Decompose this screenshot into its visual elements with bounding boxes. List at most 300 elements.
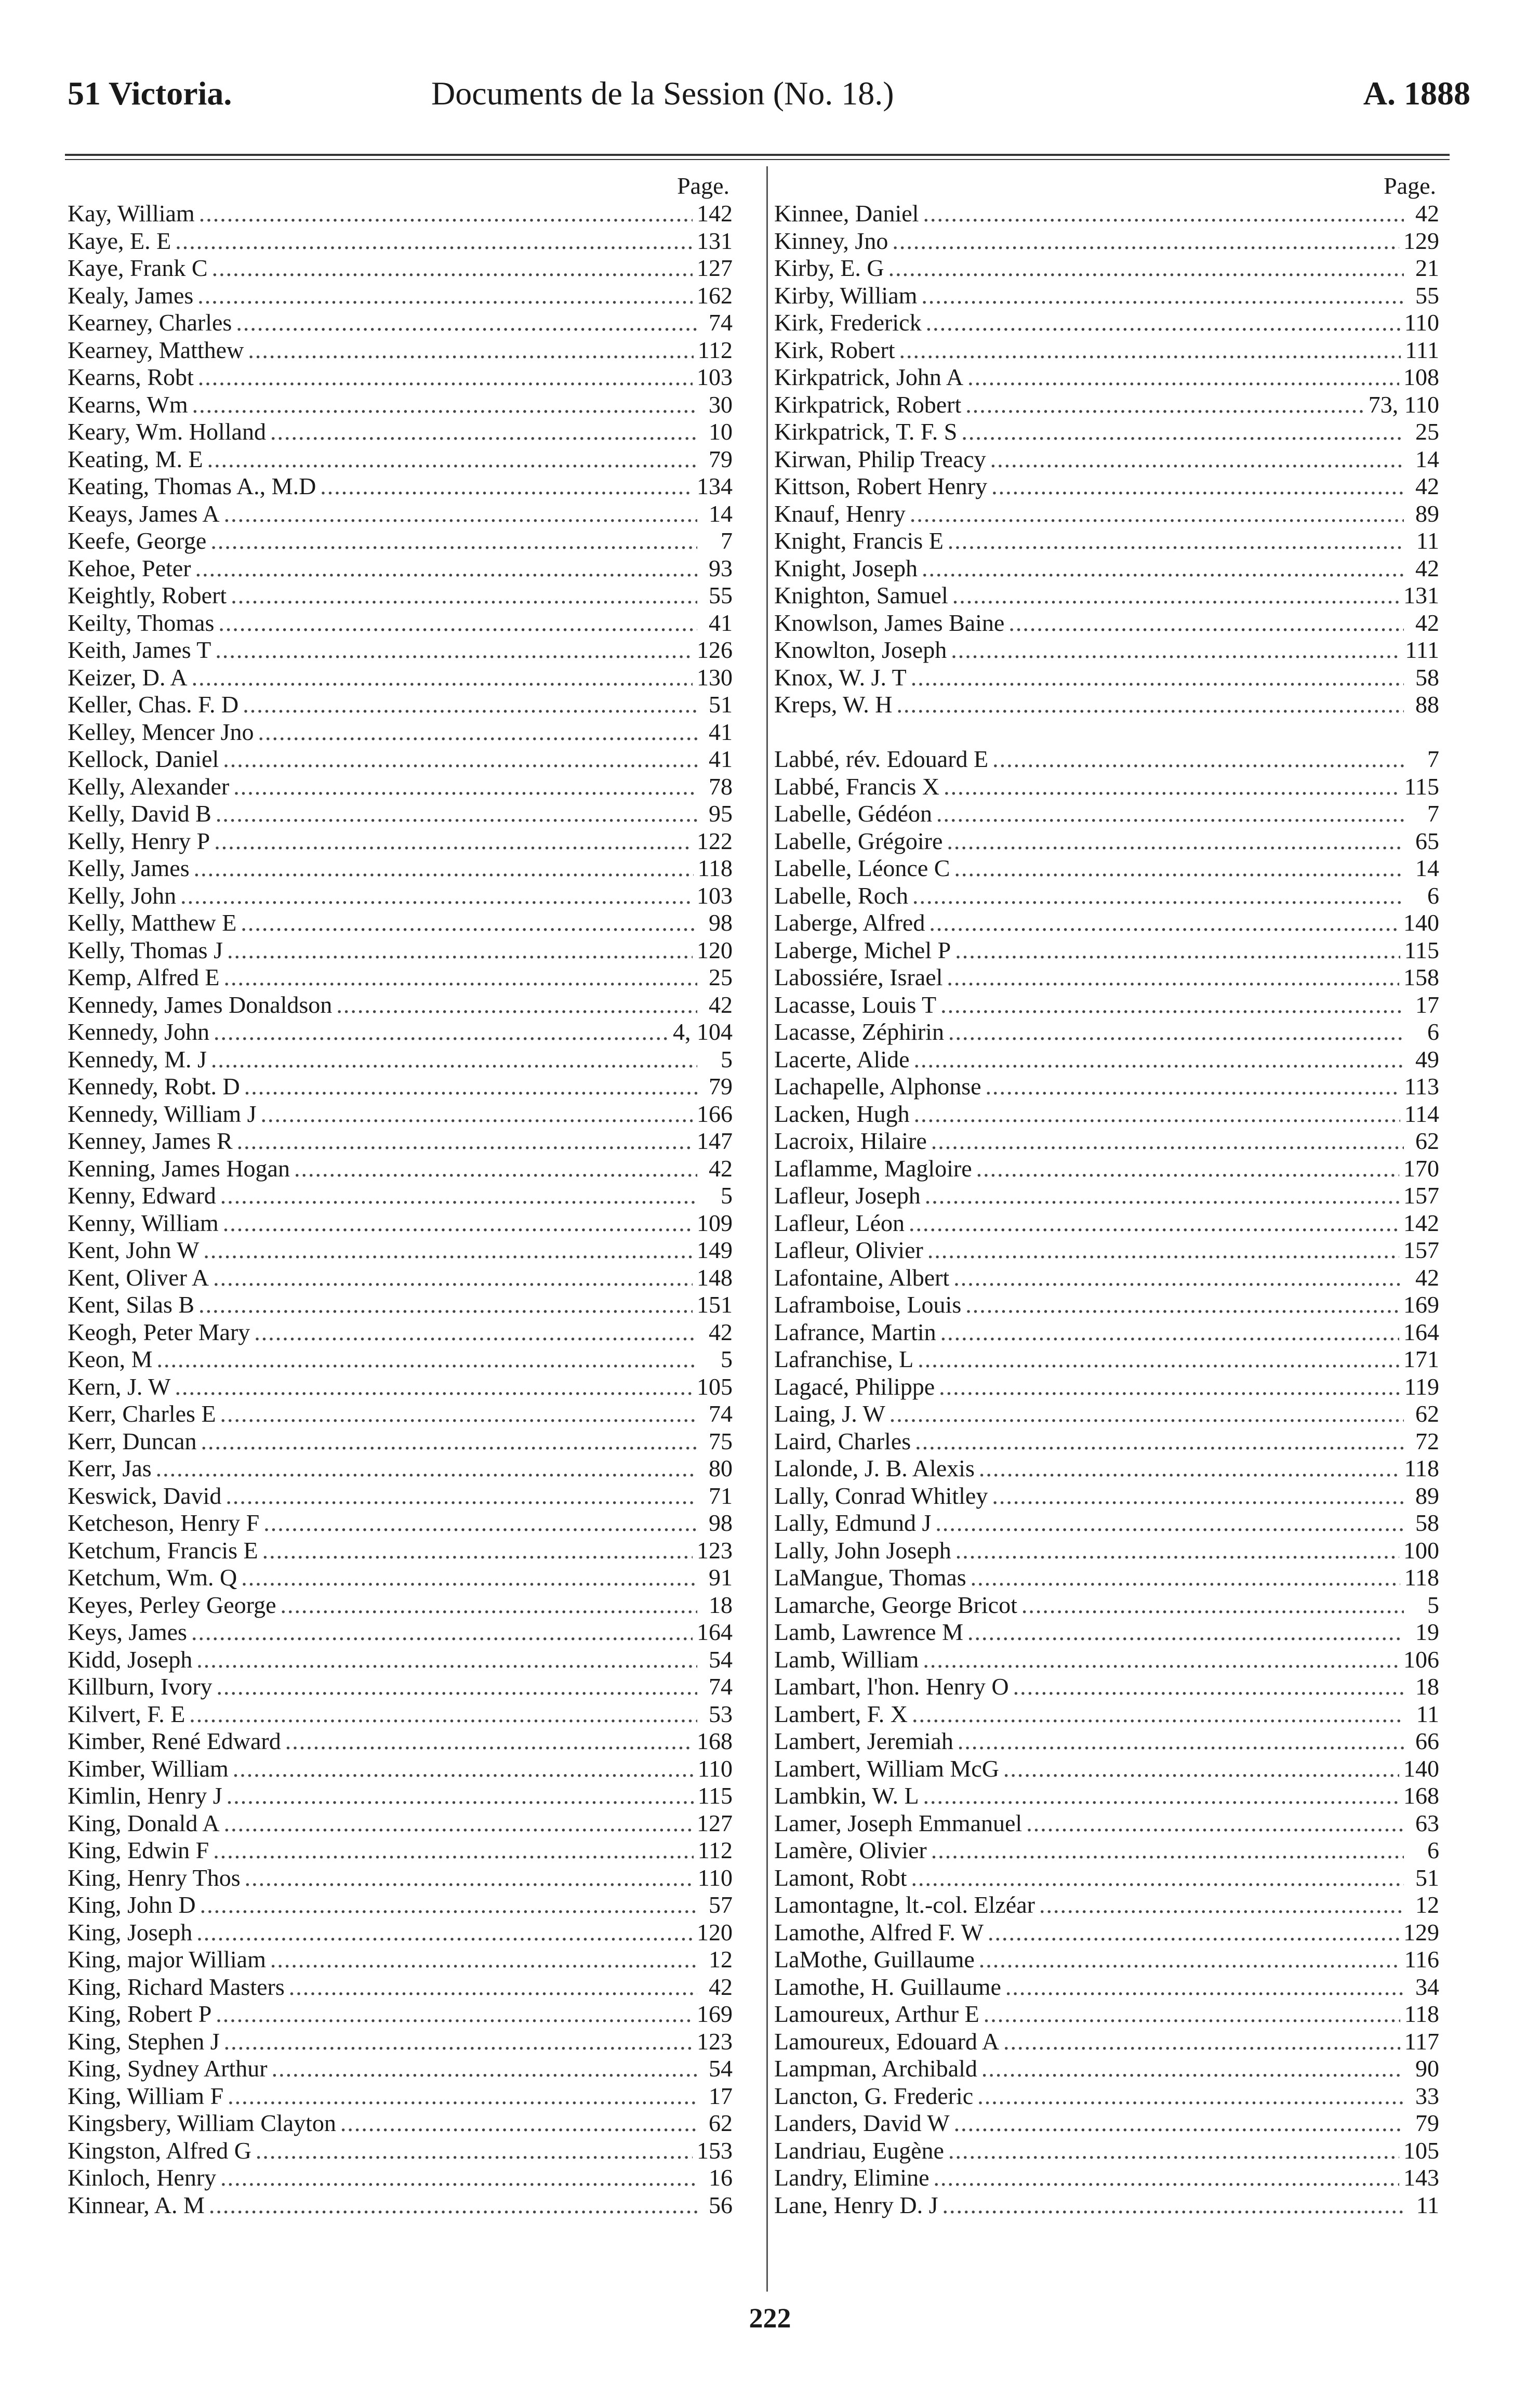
leader-dots [201,1428,698,1455]
index-entry [68,1428,733,1455]
entry-page: 112 [697,1837,733,1863]
entry-page: 131 [1403,582,1439,608]
entry-name: Kinnear, A. M [68,2191,205,2218]
entry-name: Keilty, Thomas [68,609,215,636]
entry-name: Kelly, John [68,882,177,909]
entry-page: 17 [709,2082,733,2109]
entry-name: Lampman, Archibald [774,2055,977,2082]
leader-dots [203,1237,693,1264]
leader-dots [175,1373,693,1401]
leader-dots [156,1455,697,1483]
index-entry [774,1537,1439,1565]
entry-name: Kennedy, John [68,1018,209,1045]
index-entry [68,1373,733,1401]
entry-name: Kelly, David B [68,800,211,827]
entry-page: 129 [1403,1918,1439,1946]
entry-name: Lambert, Jeremiah [774,1728,953,1754]
index-entry [774,1264,1439,1292]
leader-dots [256,2137,693,2165]
entry-page: 71 [709,1482,733,1509]
entry-name: Lane, Henry D. J [774,2191,938,2218]
index-entry [774,1483,1439,1510]
leader-dots [914,1101,1400,1128]
entry-page: 4, 104 [673,1018,733,1045]
entry-page: 115 [697,1782,733,1809]
leader-dots [923,200,1404,228]
entry-name: Kimber, René Edward [68,1728,281,1754]
leader-dots [197,282,693,310]
index-entry [774,1291,1439,1319]
entry-name: Kennedy, William J [68,1100,257,1127]
section-gap [774,719,1439,746]
entry-page: 51 [709,691,733,718]
leader-dots [340,2110,697,2137]
index-entry [774,1400,1439,1428]
index-entry [774,364,1439,391]
entry-page: 169 [697,2001,733,2027]
entry-name: Laing, J. W [774,1400,885,1427]
leader-dots [210,527,697,555]
leader-dots [965,391,1364,419]
index-entry [774,418,1439,446]
entry-name: Lafontaine, Albert [774,1264,950,1291]
entry-name: Kelly, Henry P [68,827,210,854]
index-entry [774,1619,1439,1646]
entry-name: Kittson, Robert Henry [774,473,988,499]
index-entry [774,582,1439,610]
entry-page: 62 [709,2110,733,2136]
entry-name: Kerr, Jas [68,1455,152,1481]
entry-page: 18 [709,1591,733,1618]
leader-dots [953,1264,1404,1292]
entry-page: 109 [697,1209,733,1236]
leader-dots [967,1619,1404,1646]
entry-page: 110 [697,1864,733,1891]
entry-page: 123 [697,1537,733,1564]
entry-page: 5 [721,1346,733,1372]
entry-page: 42 [709,1318,733,1345]
entry-page: 5 [721,1182,733,1209]
entry-name: Kent, John W [68,1237,200,1263]
index-entry [68,1128,733,1155]
index-entry [68,1101,733,1128]
entry-page: 103 [697,882,733,909]
entry-page: 126 [697,637,733,663]
entry-page: 140 [1403,909,1439,936]
entry-page: 115 [1404,936,1439,963]
entry-name: Kingsbery, William Clayton [68,2110,336,2136]
entry-name: Killburn, Ivory [68,1673,213,1700]
index-entry [774,2164,1439,2192]
entry-name: Kirkpatrick, Robert [774,391,962,418]
index-entry [68,1455,733,1483]
entry-page: 168 [697,1728,733,1754]
entry-page: 119 [1404,1373,1439,1400]
index-entry [774,1646,1439,1674]
leader-dots [927,1237,1399,1264]
index-entry [68,882,733,910]
index-entry [774,800,1439,828]
index-entry [774,1373,1439,1401]
leader-dots [910,500,1404,528]
entry-name: Kreps, W. H [774,691,893,718]
entry-name: Kenny, William [68,1209,219,1236]
entry-page: 72 [1415,1427,1439,1454]
leader-dots [1021,1592,1404,1619]
leader-dots [225,1483,697,1510]
leader-dots [1039,1891,1404,1919]
entry-name: Kellock, Daniel [68,746,219,772]
index-entry [774,446,1439,473]
index-entry [68,1510,733,1537]
entry-name: Knauf, Henry [774,500,906,527]
index-entry [68,1782,733,1810]
leader-dots [929,909,1399,937]
index-entry [68,691,733,719]
index-entry [68,610,733,637]
entry-page: 148 [697,1264,733,1291]
entry-name: Lacasse, Zéphirin [774,1018,944,1045]
leader-dots [241,1564,697,1592]
leader-dots [227,937,693,964]
index-entry [68,1346,733,1373]
leader-dots [220,1400,697,1428]
entry-page: 110 [1404,309,1439,336]
index-entry [68,1400,733,1428]
entry-page: 171 [1403,1346,1439,1372]
entry-name: King, Joseph [68,1918,193,1946]
index-entry [774,1101,1439,1128]
leader-dots [294,1155,697,1183]
entry-name: Lafleur, Olivier [774,1237,923,1263]
leader-dots [944,773,1400,801]
entry-name: Lamothe, H. Guillaume [774,1973,1001,2000]
entry-name: Labossiére, Israel [774,964,943,990]
entry-page: 123 [697,2028,733,2055]
leader-dots [218,610,697,637]
right-l-entry-list [774,746,1439,2219]
entry-name: Keith, James T [68,637,211,663]
leader-dots [986,1073,1400,1101]
header-rule-top [65,154,1450,156]
header-rule-bottom [65,159,1450,160]
index-entry [68,664,733,692]
index-entry [774,855,1439,882]
index-entry [774,391,1439,419]
entry-name: Lambart, l'hon. Henry O [774,1673,1009,1700]
leader-dots [215,637,693,664]
entry-name: Lally, Conrad Whitley [774,1482,988,1509]
entry-name: Kern, J. W [68,1373,171,1400]
entry-name: Kirby, William [774,282,918,309]
entry-page: 147 [697,1128,733,1154]
entry-name: Lafleur, Joseph [774,1182,921,1209]
index-entry [68,2083,733,2110]
index-entry [68,1619,733,1646]
entry-name: Kearney, Charles [68,309,232,336]
entry-page: 134 [697,473,733,499]
leader-dots [992,1483,1404,1510]
entry-name: Keys, James [68,1619,187,1645]
entry-name: Kelly, Thomas J [68,936,223,963]
entry-name: Lafleur, Léon [774,1209,905,1236]
entry-page: 54 [709,1646,733,1673]
leader-dots [224,2028,693,2056]
index-entry [774,2137,1439,2165]
entry-name: Kelly, James [68,855,190,881]
entry-page: 30 [709,391,733,418]
right-k-entry-list [774,200,1439,719]
entry-name: Laird, Charles [774,1427,911,1454]
index-entry [774,691,1439,719]
entry-page: 112 [697,336,733,363]
index-entry [774,991,1439,1019]
leader-dots [977,2083,1404,2110]
entry-page: 57 [709,1891,733,1918]
leader-dots [244,1073,697,1101]
index-entry [68,909,733,937]
entry-page: 62 [1415,1400,1439,1427]
leader-dots [990,446,1404,473]
index-entry [774,1428,1439,1455]
index-entry [68,364,733,391]
entry-name: Keller, Chas. F. D [68,691,239,718]
leader-dots [899,337,1401,364]
entry-name: Knighton, Samuel [774,582,948,608]
entry-page: 127 [697,255,733,281]
index-entry [774,2110,1439,2137]
index-entry [774,1237,1439,1264]
entry-page: 95 [709,800,733,827]
page-column-label: Page. [677,173,729,199]
entry-page: 42 [709,1155,733,1182]
entry-name: Laframboise, Louis [774,1291,962,1318]
entry-name: King, Robert P [68,2001,212,2027]
entry-name: Ketcheson, Henry F [68,1510,260,1536]
header-volume: 51 Victoria. [68,75,232,112]
leader-dots [911,1864,1404,1892]
index-entry [68,1483,733,1510]
index-entry [774,500,1439,528]
entry-name: Lacasse, Louis T [774,991,937,1018]
entry-page: 111 [1405,637,1439,663]
entry-name: Kearns, Robt [68,364,194,390]
leader-dots [922,555,1404,583]
entry-name: Kennedy, James Donaldson [68,991,333,1018]
header-year: A. 1888 [1363,75,1470,112]
leader-dots [196,1919,693,1947]
index-entry [774,1319,1439,1346]
index-entry [68,1182,733,1210]
leader-dots [965,1291,1399,1319]
leader-dots [198,1291,693,1319]
entry-name: Lamoureux, Arthur E [774,2001,979,2027]
entry-page: 122 [697,827,733,854]
leader-dots [214,1018,669,1046]
entry-name: Lambkin, W. L [774,1782,919,1809]
entry-name: Kinloch, Henry [68,2164,217,2191]
leader-dots [958,1728,1404,1755]
leader-dots [947,964,1399,991]
entry-name: Lalonde, J. B. Alexis [774,1455,975,1481]
entry-page: 25 [709,964,733,990]
leader-dots [213,1264,693,1292]
index-entry [774,637,1439,664]
entry-name: Lally, Edmund J [774,1510,932,1536]
index-entry [68,1564,733,1592]
leader-dots [200,1891,697,1919]
leader-dots [191,1619,693,1646]
entry-name: Kirk, Robert [774,336,895,363]
leader-dots [1013,1673,1404,1701]
index-entry [774,1755,1439,1783]
entry-name: Kenny, Edward [68,1182,216,1209]
entry-page: 98 [709,1510,733,1536]
leader-dots [192,664,693,692]
leader-dots [270,418,697,446]
entry-page: 41 [709,746,733,772]
entry-page: 118 [1404,1564,1439,1591]
leader-dots [952,582,1399,610]
leader-dots [1026,1810,1404,1837]
leader-dots [923,1782,1399,1810]
index-entry [774,828,1439,855]
leader-dots [892,228,1399,255]
entry-name: Kelly, Matthew E [68,909,237,936]
leader-dots [233,1755,694,1783]
index-entry [774,1864,1439,1892]
leader-dots [912,1701,1404,1728]
entry-name: Kerr, Duncan [68,1427,197,1454]
index-entry [774,1728,1439,1755]
leader-dots [243,691,697,719]
entry-name: Lambert, William McG [774,1755,999,1782]
entry-name: Ketchum, Wm. Q [68,1564,237,1591]
index-entry [774,200,1439,228]
leader-dots [1003,1755,1399,1783]
index-entry [774,282,1439,310]
entry-page: 118 [1404,1455,1439,1481]
entry-name: Lamer, Joseph Emmanuel [774,1809,1023,1836]
leader-dots [951,637,1401,664]
entry-name: Kearney, Matthew [68,336,244,363]
leader-dots [217,1673,697,1701]
entry-name: Knight, Francis E [774,527,944,554]
entry-page: 100 [1403,1537,1439,1564]
entry-name: Kealy, James [68,282,194,309]
entry-page: 54 [709,2055,733,2082]
leader-dots [220,1182,697,1210]
leader-dots [212,255,693,282]
leader-dots [942,2192,1404,2219]
index-entry [774,1455,1439,1483]
entry-name: Lally, John Joseph [774,1537,951,1564]
index-entry [68,719,733,746]
leader-dots [912,882,1404,910]
entry-name: Lamont, Robt [774,1864,907,1891]
entry-name: Kimber, William [68,1755,229,1782]
entry-page: 110 [697,1755,733,1782]
entry-page: 53 [709,1700,733,1727]
leader-dots [192,391,697,419]
entry-page: 66 [1415,1728,1439,1754]
leader-dots [175,228,693,255]
leader-dots [209,2192,697,2219]
entry-name: Kaye, E. E [68,227,171,254]
entry-name: Kinney, Jno [774,227,888,254]
leader-dots [914,1046,1404,1074]
entry-page: 93 [709,554,733,581]
entry-page: 157 [1403,1237,1439,1263]
index-entry [774,1974,1439,2001]
index-entry [68,637,733,664]
index-column-left [68,171,733,2219]
index-entry [68,1755,733,1783]
entry-name: Keating, Thomas A., M.D [68,473,316,499]
entry-page: 11 [1416,2191,1439,2218]
index-entry [774,746,1439,773]
leader-dots [262,1537,693,1565]
leader-dots [195,555,697,583]
leader-dots [263,1510,697,1537]
index-entry [774,1701,1439,1728]
entry-page: 73, 110 [1368,391,1439,418]
entry-name: Lacerte, Alide [774,1046,910,1073]
leader-dots [979,1946,1400,1974]
index-entry [68,473,733,500]
index-entry [774,1018,1439,1046]
left-entry-list [68,200,733,2219]
entry-name: King, Donald A [68,1809,220,1836]
index-entry [774,1810,1439,1837]
leader-dots [909,1210,1399,1237]
entry-page: 89 [1415,500,1439,527]
entry-page: 75 [709,1427,733,1454]
index-entry [68,1810,733,1837]
entry-page: 16 [709,2164,733,2191]
leader-dots [224,500,697,528]
entry-name: Landers, David W [774,2110,950,2136]
entry-name: Keizer, D. A [68,664,188,691]
entry-page: 162 [697,282,733,309]
index-entry [774,1210,1439,1237]
index-entry [774,1837,1439,1864]
leader-dots [272,2055,697,2083]
index-entry [68,555,733,583]
page-column-label: Page. [1384,173,1436,199]
entry-name: Kenney, James R [68,1128,233,1154]
entry-name: Kennedy, M. J [68,1046,207,1073]
index-entry [774,1046,1439,1074]
entry-name: King, John D [68,1891,196,1918]
entry-page: 111 [1405,336,1439,363]
leader-dots [948,527,1404,555]
leader-dots [911,664,1404,692]
index-entry [774,1073,1439,1101]
entry-name: LaMothe, Guillaume [774,1946,975,1973]
entry-name: Labelle, Grégoire [774,827,943,854]
entry-page: 42 [1415,200,1439,227]
entry-page: 151 [697,1291,733,1318]
entry-page: 105 [1403,2137,1439,2164]
entry-name: Kay, William [68,200,195,227]
entry-page: 14 [1415,855,1439,881]
entry-name: Lacken, Hugh [774,1100,910,1127]
entry-name: Kinnee, Daniel [774,200,919,227]
entry-page: 105 [697,1373,733,1400]
leader-dots [888,255,1404,282]
leader-dots [194,855,694,882]
